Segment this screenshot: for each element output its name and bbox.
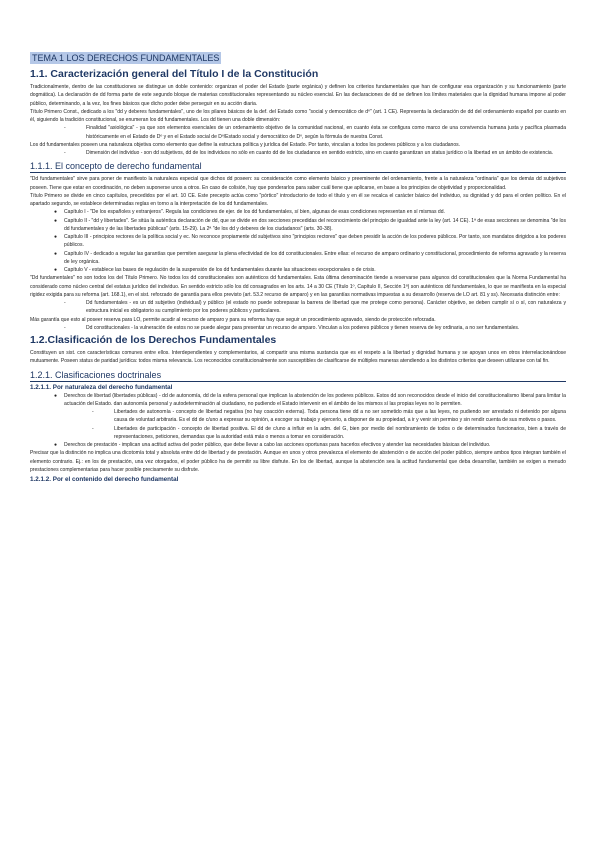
list-item: ● Capítulo II - "dd y libertades". Se sitúa la auténtica declaración de dd, que se divide en dos secciones precedidas del reconocimiento del principio de igualdad ante la ley (art. 14 CE). 1ª de esas secciones se denomina "de los dd fundamentales y de las libertades públicas" (arts. 15-29). La 2ª "de los dd y deberes de los ciudadanos" (arts. 30-38). (54, 217, 566, 234)
paragraph: Título Primero Const., dedicado a los "dd y deberes fundamentales", uno de los pilares básicos de la def. del Estado como "social y democrático de dº" (art. 1 CE). Representa la declaración de dd del ordenamiento español por cuanto en él, siguiendo la tradición constitucional, se enumeran los dd fundamentales. Los dd tienen una doble dimensión: (30, 108, 566, 123)
paragraph: Más garantía que esto al poseer reserva para LO, permite acudir al recurso de amparo y para su reforma hay que seguir un procedimiento agravado, siendo de protección reforzada. (30, 316, 436, 323)
list-item: - Libertades de participación - concepto de libertad positiva. El dd de c/uno a influir en la adm. del G, bien por medio del nombramiento de todos o de determinados funcionarios, bien a través de representaciones, peticiones, demandas que la autoridad está más o menos a tomar en consideración. (88, 425, 566, 442)
list-item: ● Derechos de libertad (libertades públicas) - dd de autonomía, dd de la esfera personal que implican la abstención de los poderes públicos. Estos dd son reconocidos desde el inicio del constitucionalismo liberal para limitar la actuación del Estado. dan autonomía personal y autodeterminación al ciudadano, no pudiendo el Estado intervenir en el ámbito de los mismos sí las propias leyes no lo permiten. (54, 392, 566, 409)
dash-list (30, 149, 566, 157)
bullet-list (30, 392, 566, 409)
list-item: - Finalidad "axiológica" - ya que son elementos esenciales de un ordenamiento objetivo de la comunidad nacional, en cuanto ésta se configura como marco de una convivencia humana justa y pacífica plasmada históricamente en el Estado de Dº y en el Estado social de Dº/Estado social y democrático de Dº, según la fórmula de nuestra Const. (60, 124, 566, 141)
bullet-list (30, 441, 566, 449)
subsection-heading-1-2-1-1: 1.2.1.1. Por naturaleza del derecho fundamental (30, 383, 173, 391)
list-item: - Dd constitucionales - la vulneración de estos no se puede alegar para presentar un recurso de amparo. Vinculan a los poderes públicos y tienen reserva de ley ordinaria, a no ser fundamentales. (60, 324, 566, 332)
paragraph: Título Primero se divide en cinco capítulos, precedidos por el art. 10 CE. Este precepto actúa como "pórtico" introductorio de todo el título y en él se recalca el carácter básico del individuo, su dignidad y dd para el orden político. En el apartado segundo, se establece determinadas reglas en torno a la interpretación de los dd fundamentales. (30, 192, 566, 207)
bullet-list (30, 208, 566, 274)
document-title: TEMA 1 LOS DERECHOS FUNDAMENTALES (32, 53, 220, 63)
list-item: ● Capítulo V - establece las bases de regulación de la suspensión de los dd fundamentales durante las situaciones excepcionales o de crisis. (54, 266, 566, 274)
list-item: - Dimensión del individuo - son dd subjetivos, dd de los individuos no sólo en cuanto dd de los ciudadanos en sentido estricto, sino en cuanto garantizan un status jurídico o la libertad en un ámbito de existencia. (60, 149, 566, 157)
dash-list (30, 324, 566, 332)
list-item: - Libertades de autonomía - concepto de libertad negativa (no hay coacción externa). Toda persona tiene dd a no ser sometido más que a las leyes, no pudiendo ser arrestado ni detenido por alguna causa de voluntad arbitraria. Es el dd de c/uno a expresar su opinión, a escoger su trabajo y ejercerlo, a disponer de su propiedad, a ir y venir sin permiso y sin rendir cuenta de sus motivos o pasos. (88, 408, 566, 425)
section-heading-1-1: 1.1. Caracterización general del Título I de la Constitución (30, 68, 319, 80)
paragraph: "Dd fundamentales" sirve para poner de manifiesto la naturaleza especial que dichos dd poseen: su consideración como elemento básico y preeminente del ordenamiento, frente a la naturaleza "ordinaria" que los demás dd subjetivos poseen. Tiene que estar en coordinación, no deben suponerse unos a otros. En caso de colisión, hay que ponderarlos para saber cuál tiene que aplicarse, en base a los principios de objetividad y proporcionalidad. (30, 176, 566, 191)
dash-list (30, 124, 566, 141)
dash-list (30, 299, 566, 316)
section-heading-1-1-1: 1.1.1. El concepto de derecho fundamental (30, 161, 566, 173)
dash-list (30, 408, 566, 441)
section-heading-1-2: 1.2.Clasificación de los Derechos Fundamentales (30, 334, 277, 346)
section-heading-1-2-1: 1.2.1. Clasificaciones doctrinales (30, 370, 566, 382)
list-item: - Dd fundamentales - es un dd subjetivo (individual) y público (el estado no puede sobrepasar la barrera de libertad que me protege como persona). Carácter objetivo, se deben cumplir sí o sí, con naturaleza y estructura inicial es obligatorio su cumplimiento por los poderes públicos y particulares. (60, 299, 566, 316)
list-item: ● Capítulo IV - dedicado a regular las garantías que permiten asegurar la plena efectividad de los dd constitucionales. Entre ellas: el recurso de amparo ordinario y constitucional, procedimiento de reforma agravado y la reserva de ley orgánica. (54, 250, 566, 267)
paragraph: Precisar que la distinción no implica una dicotomía total y absoluta entre dd de libertad y de prestación. Aunque en unos y otros prevalezca el elemento de abstención o de acción del poder público, siempre ambos tipos integran también el elemento contrario. Ej.: en los de prestación, una vez otorgados, el poder público ha de permitir su libre disfrute. En los de libertad, aunque la abstención sea la actitud fundamental que deba desarrollar, también se exigen a menudo prestaciones complementarias para hacer posible precisamente su disfrute. (30, 450, 566, 473)
document-page (30, 48, 566, 484)
paragraph: Constituyen un sist. con características comunes entre ellos. Interdependientes y complementarios, al compartir una misma sustancia que es el respeto a la libertad y dignidad humana y se apoyan unos en otros interrelacionándose mutuamente. Poseen status de paridad jurídica: todos misma relevancia. Los reconocidos constitucionalmente son susceptibles de clasificarse de múltiples maneras atendiendo a los distintos criterios que deseen utilizarse con tal fin. (30, 350, 566, 365)
subsection-heading-1-2-1-2: 1.2.1.2. Por el contenido del derecho fundamental (30, 476, 179, 483)
list-item: ● Derechos de prestación - implican una actitud activa del poder público, que debe llevar a cabo las acciones oportunas para hacerlos efectivos y atender las necesidades básicas del individuo. (54, 441, 566, 449)
paragraph: Los dd fundamentales poseen una naturaleza objetiva como elemento que define la estructura política y jurídica del Estado. Por tanto, vinculan a todos los poderes públicos y a los ciudadanos. (30, 141, 461, 148)
list-item: ● Capítulo I - "De los españoles y extranjeros". Regula las condiciones de ejer. de los dd fundamentales, sí bien, algunas de esas condiciones representan en sí mismas dd. (54, 208, 566, 216)
paragraph: "Dd fundamentales" no son todos los del Título Primero. No todos los dd constitucionales son auténticos dd fundamentales. Esta última denominación tiende a reservarse para algunos dd constitucionales que la Norma Fundamental ha considerado como núcleo central del estatus jurídico del individuo. En sentido estricto sólo los dd consagrados en los arts. 14 a 30 CE (Título 1º, Capítulo II, Sección 1ª) son auténticos dd fundamentales, lo que se manifiesta en la especial rigidez exigida para su reforma (art. 168.1), en el sist. reforzado de garantía para ellos previsto (art. 53.2 recurso de amparo) y en las garantías normativas impuestas a su desarrollo (reserva de LO art. 81 y ss). Necesaria distinción entre: (30, 275, 566, 298)
list-item: ● Capítulo III - principios rectores de la política social y ec. No reconoce propiamente dd subjetivos sino "principios rectores" que deben presidir la acción de los poderes públicos. Por tanto, son mandatos dirigidos a los poderes públicos. (54, 233, 566, 250)
paragraph: Tradicionalmente, dentro de las constituciones se distingue un doble contenido: organizan el poder del Estado (parte orgánica) y definen los criterios fundamentales que han de configurar esa organización y su funcionamiento (parte dogmática). La declaración de dd forma parte de este segundo bloque de materias constitucionales representando su núcleo esencial. En las declaraciones de dd se definen los límites materiales que la dignidad humana impone al poder público, determinando, a la vez, los fines básicos que dicho poder debe perseguir en su acción diaria. (30, 84, 566, 107)
